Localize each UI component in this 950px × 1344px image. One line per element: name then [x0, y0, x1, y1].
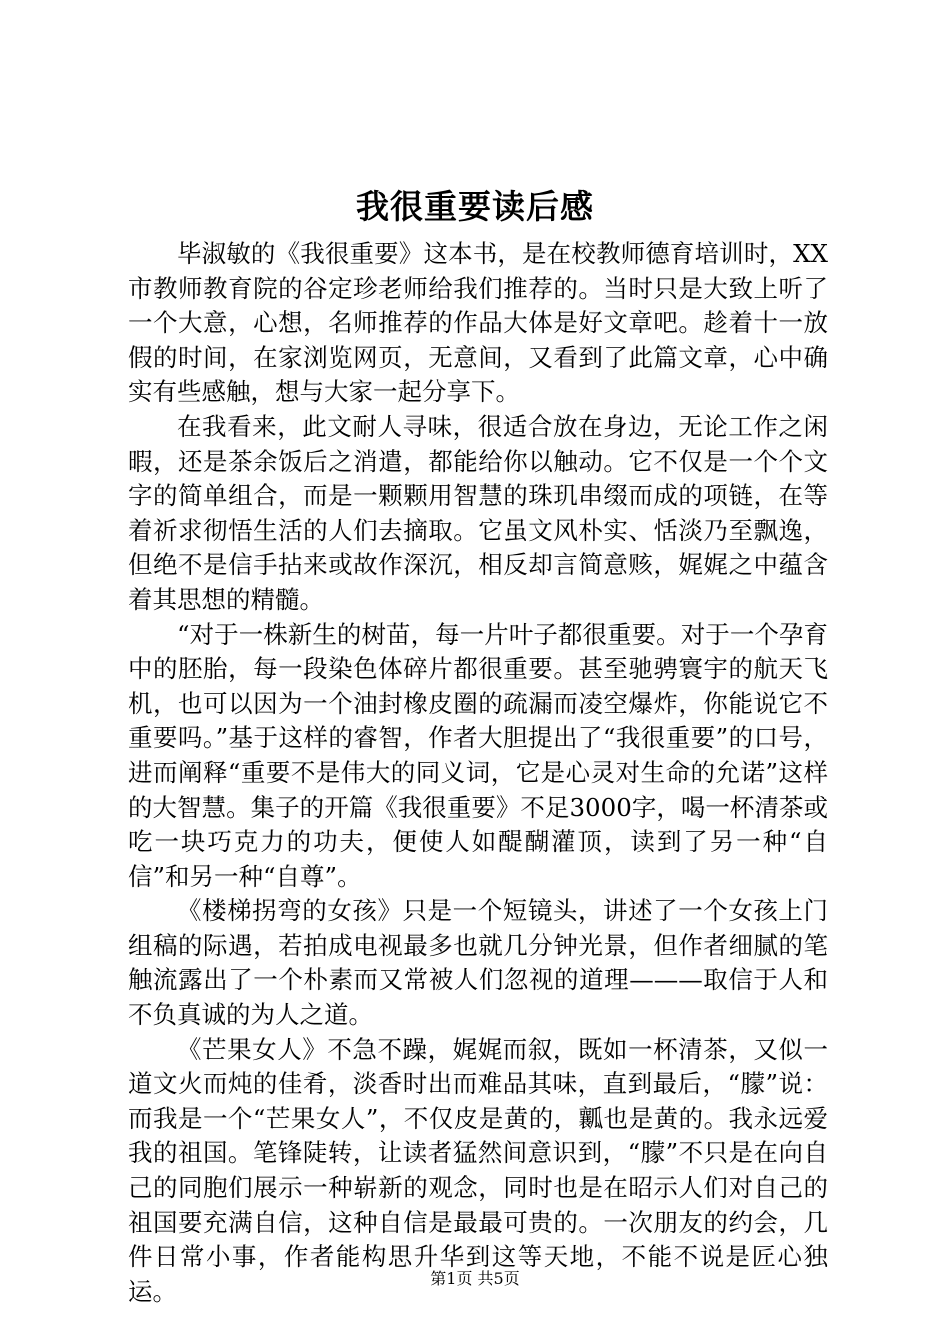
paragraph: 《楼梯拐弯的女孩》只是一个短镜头，讲述了一个女孩上门组稿的际遇，若拍成电视最多也就几分钟光景，但作者细腻的笔触流露出了一个朴素而又常被人们忽视的道理———取信于人和不负真诚的为人之道。 [128, 896, 828, 1030]
document-body [128, 237, 828, 1309]
page-footer: 第1页 共5页 [430, 1269, 520, 1288]
document-title: 我很重要读后感 [356, 187, 594, 226]
paragraph: “对于一株新生的树苗，每一片叶子都很重要。对于一个孕育中的胚胎，每一段染色体碎片都很重要。甚至驰骋寰宇的航天飞机，也可以因为一个油封橡皮圈的疏漏而凌空爆炸，你能说它不重要吗。”基于这样的睿智，作者大胆提出了“我很重要”的口号，进而阐释“重要不是伟大的同义词，它是心灵对生命的允诺”这样的大智慧。集子的开篇《我很重要》不足3000字，喝一杯清茶或吃一块巧克力的功夫，便使人如醍醐灌顶，读到了另一种“自信”和另一种“自尊”。 [128, 619, 828, 891]
paragraph: 在我看来，此文耐人寻味，很适合放在身边，无论工作之闲暇，还是茶余饭后之消遣，都能给你以触动。它不仅是一个个文字的简单组合，而是一颗颗用智慧的珠玑串缀而成的项链，在等着祈求彻悟生活的人们去摘取。它虽文风朴实、恬淡乃至飘逸，但绝不是信手拈来或故作深沉，相反却言简意赅，娓娓之中蕴含着其思想的精髓。 [128, 411, 828, 614]
paragraph: 《芒果女人》不急不躁，娓娓而叙，既如一杯清茶，又似一道文火而炖的佳肴，淡香时出而难品其味，直到最后，“朦”说：而我是一个“芒果女人”，不仅皮是黄的，瓤也是黄的。我永远爱我的祖国。笔锋陡转，让读者猛然间意识到，“朦”不只是在向自己的同胞们展示一种崭新的观念，同时也是在昭示人们对自己的祖国要充满自信，这种自信是最最可贵的。一次朋友的约会，几件日常小事，作者能构思升华到这等天地，不能不说是匠心独运。 [128, 1034, 828, 1306]
paragraph: 毕淑敏的《我很重要》这本书，是在校教师德育培训时，XX市教师教育院的谷定珍老师给我们推荐的。当时只是大致上听了一个大意，心想，名师推荐的作品大体是好文章吧。趁着十一放假的时间，在家浏览网页，无意间，又看到了此篇文章，心中确实有些感触，想与大家一起分享下。 [128, 239, 828, 407]
